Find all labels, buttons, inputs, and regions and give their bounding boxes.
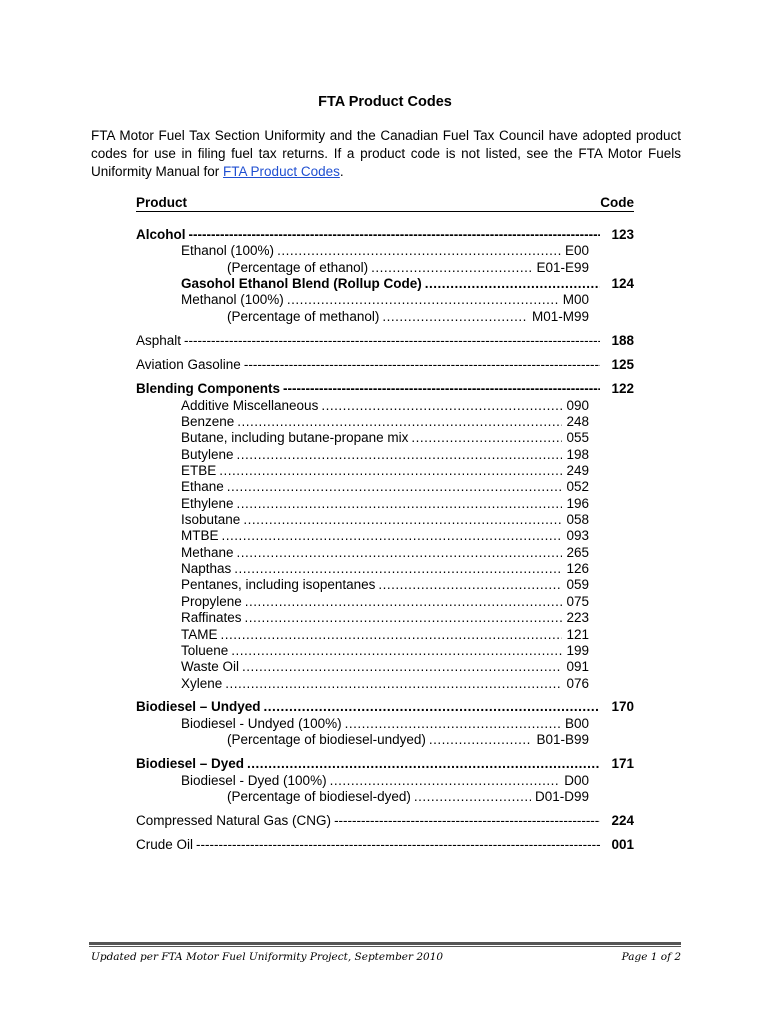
- item-code: B00: [564, 716, 589, 731]
- item-code: 124: [611, 276, 634, 291]
- list-item: [181, 528, 589, 544]
- list-item: [181, 447, 589, 463]
- category-row-crude-oil: [136, 837, 634, 853]
- list-item: [227, 789, 589, 805]
- category-row-biodiesel-dyed: [136, 756, 634, 772]
- category-label: Alcohol: [136, 227, 186, 242]
- item-label: Ethylene: [181, 496, 234, 511]
- category-label: Compressed Natural Gas (CNG): [136, 813, 332, 828]
- item-label: Gasohol Ethanol Blend (Rollup Code): [181, 276, 422, 291]
- item-label: Pentanes, including isopentanes: [181, 577, 376, 592]
- item-label: Benzene: [181, 414, 235, 429]
- list-item: [181, 610, 589, 626]
- list-item: [227, 309, 589, 325]
- leader: [287, 292, 559, 308]
- item-code: 121: [566, 627, 589, 642]
- list-item: [181, 577, 589, 593]
- leader: [247, 756, 600, 772]
- leader: [243, 512, 562, 528]
- footer-divider-thin: [89, 946, 681, 947]
- leader: [425, 276, 600, 292]
- leader: [231, 643, 562, 659]
- leader: [245, 610, 563, 626]
- item-code: 059: [566, 577, 589, 592]
- item-code: 093: [566, 528, 589, 543]
- item-code: D01-D99: [534, 789, 589, 804]
- list-item: [181, 463, 589, 479]
- item-label: Methanol (100%): [181, 292, 284, 307]
- category-code: 224: [611, 813, 634, 828]
- category-label: Blending Components: [136, 381, 280, 396]
- list-item: [181, 627, 589, 643]
- leader: [184, 333, 600, 349]
- table-header: [136, 193, 634, 212]
- leader: [242, 659, 562, 675]
- item-code: M00: [562, 292, 589, 307]
- list-item: [181, 479, 589, 495]
- list-item: [181, 292, 589, 308]
- item-label: Propylene: [181, 594, 242, 609]
- item-label: Biodiesel - Undyed (100%): [181, 716, 342, 731]
- list-item: [181, 414, 589, 430]
- list-item: [227, 260, 589, 276]
- category-code: 123: [611, 227, 634, 242]
- category-label: Asphalt: [136, 333, 182, 348]
- category-row-aviation-gasoline: [136, 357, 634, 373]
- category-row-blending-components: [136, 381, 634, 397]
- item-code: 058: [566, 512, 589, 527]
- item-label: (Percentage of biodiesel-dyed): [227, 789, 411, 804]
- item-label: TAME: [181, 627, 218, 642]
- category-code: 122: [611, 381, 634, 396]
- item-code: 075: [566, 594, 589, 609]
- leader: [429, 732, 533, 748]
- item-label: Isobutane: [181, 512, 241, 527]
- category-label: Aviation Gasoline: [136, 357, 241, 372]
- leader: [330, 773, 561, 789]
- item-label: (Percentage of methanol): [227, 309, 380, 324]
- item-label: Ethanol (100%): [181, 243, 275, 258]
- leader: [234, 561, 562, 577]
- category-code: 171: [611, 756, 634, 771]
- leader: [237, 496, 563, 512]
- page-number: Page 1 of 2: [621, 951, 681, 963]
- leader: [237, 414, 562, 430]
- category-code: 001: [611, 837, 634, 852]
- item-code: 199: [566, 643, 589, 658]
- item-code: 198: [566, 447, 589, 462]
- item-code: E00: [564, 243, 589, 258]
- item-label: Waste Oil: [181, 659, 240, 674]
- leader: [414, 789, 531, 805]
- item-code: M01-M99: [531, 309, 589, 324]
- list-item: [181, 512, 589, 528]
- item-code: 265: [566, 545, 589, 560]
- list-item: [181, 773, 589, 789]
- item-code: 249: [566, 463, 589, 478]
- item-code: D00: [564, 773, 589, 788]
- item-label: MTBE: [181, 528, 219, 543]
- item-label: Butylene: [181, 447, 234, 462]
- leader: [237, 545, 563, 561]
- item-code: 091: [566, 659, 589, 674]
- item-label: Additive Miscellaneous: [181, 398, 319, 413]
- leader: [283, 381, 600, 397]
- category-row-asphalt: [136, 333, 634, 349]
- item-code: 223: [566, 610, 589, 625]
- footer-note: Updated per FTA Motor Fuel Uniformity Project, September 2010: [91, 951, 444, 963]
- category-code: 125: [611, 357, 634, 372]
- list-item: [181, 594, 589, 610]
- fta-product-codes-link[interactable]: FTA Product Codes: [223, 164, 340, 179]
- page-title: FTA Product Codes: [318, 94, 452, 110]
- code-column-header: Code: [600, 195, 634, 210]
- intro-suffix: .: [339, 164, 344, 179]
- item-code: 126: [566, 561, 589, 576]
- leader: [345, 716, 561, 732]
- category-label: Biodiesel – Undyed: [136, 699, 261, 714]
- category-label: Crude Oil: [136, 837, 194, 852]
- leader: [411, 430, 562, 446]
- category-row-biodiesel-undyed: [136, 699, 634, 715]
- leader: [382, 309, 528, 325]
- item-code: E01-E99: [536, 260, 589, 275]
- product-column-header: Product: [136, 195, 188, 210]
- intro-paragraph: [91, 127, 681, 181]
- leader: [378, 577, 562, 593]
- item-code: 248: [566, 414, 589, 429]
- item-code: 196: [566, 496, 589, 511]
- leader: [219, 463, 562, 479]
- category-row-cng: [136, 813, 634, 829]
- item-label: Butane, including butane-propane mix: [181, 430, 409, 445]
- leader: [222, 528, 563, 544]
- list-item: [181, 545, 589, 561]
- item-code: 090: [566, 398, 589, 413]
- list-item: [181, 276, 634, 292]
- leader: [237, 447, 563, 463]
- list-item: [181, 496, 589, 512]
- leader: [196, 837, 600, 853]
- item-code: 052: [566, 479, 589, 494]
- item-code: B01-B99: [536, 732, 589, 747]
- leader: [189, 227, 601, 243]
- leader: [277, 243, 561, 259]
- leader: [225, 676, 562, 692]
- category-row-alcohol: [136, 227, 634, 243]
- leader: [227, 479, 563, 495]
- item-code: 076: [566, 676, 589, 691]
- item-label: (Percentage of ethanol): [227, 260, 369, 275]
- category-code: 188: [611, 333, 634, 348]
- item-label: Napthas: [181, 561, 232, 576]
- category-code: 170: [611, 699, 634, 714]
- footer-divider: [89, 942, 681, 945]
- category-label: Biodiesel – Dyed: [136, 756, 245, 771]
- list-item: [181, 243, 589, 259]
- leader: [264, 699, 600, 715]
- item-label: Xylene: [181, 676, 223, 691]
- list-item: [181, 430, 589, 446]
- item-label: Raffinates: [181, 610, 242, 625]
- list-item: [181, 398, 589, 414]
- list-item: [181, 676, 589, 692]
- item-code: 055: [566, 430, 589, 445]
- list-item: [227, 732, 589, 748]
- leader: [371, 260, 532, 276]
- item-label: Toluene: [181, 643, 229, 658]
- leader: [334, 813, 600, 829]
- leader: [244, 357, 600, 373]
- list-item: [181, 716, 589, 732]
- item-label: Methane: [181, 545, 234, 560]
- item-label: Ethane: [181, 479, 224, 494]
- item-label: ETBE: [181, 463, 217, 478]
- item-label: (Percentage of biodiesel-undyed): [227, 732, 426, 747]
- intro-text: FTA Motor Fuel Tax Section Uniformity and the Canadian Fuel Tax Council have adopted product codes for use in filing fuel tax returns. If a product code is not listed, see the FTA Motor Fuels Uniformity Manual for: [91, 128, 681, 179]
- leader: [245, 594, 563, 610]
- item-label: Biodiesel - Dyed (100%): [181, 773, 327, 788]
- list-item: [181, 659, 589, 675]
- leader: [221, 627, 563, 643]
- leader: [321, 398, 562, 414]
- list-item: [181, 643, 589, 659]
- list-item: [181, 561, 589, 577]
